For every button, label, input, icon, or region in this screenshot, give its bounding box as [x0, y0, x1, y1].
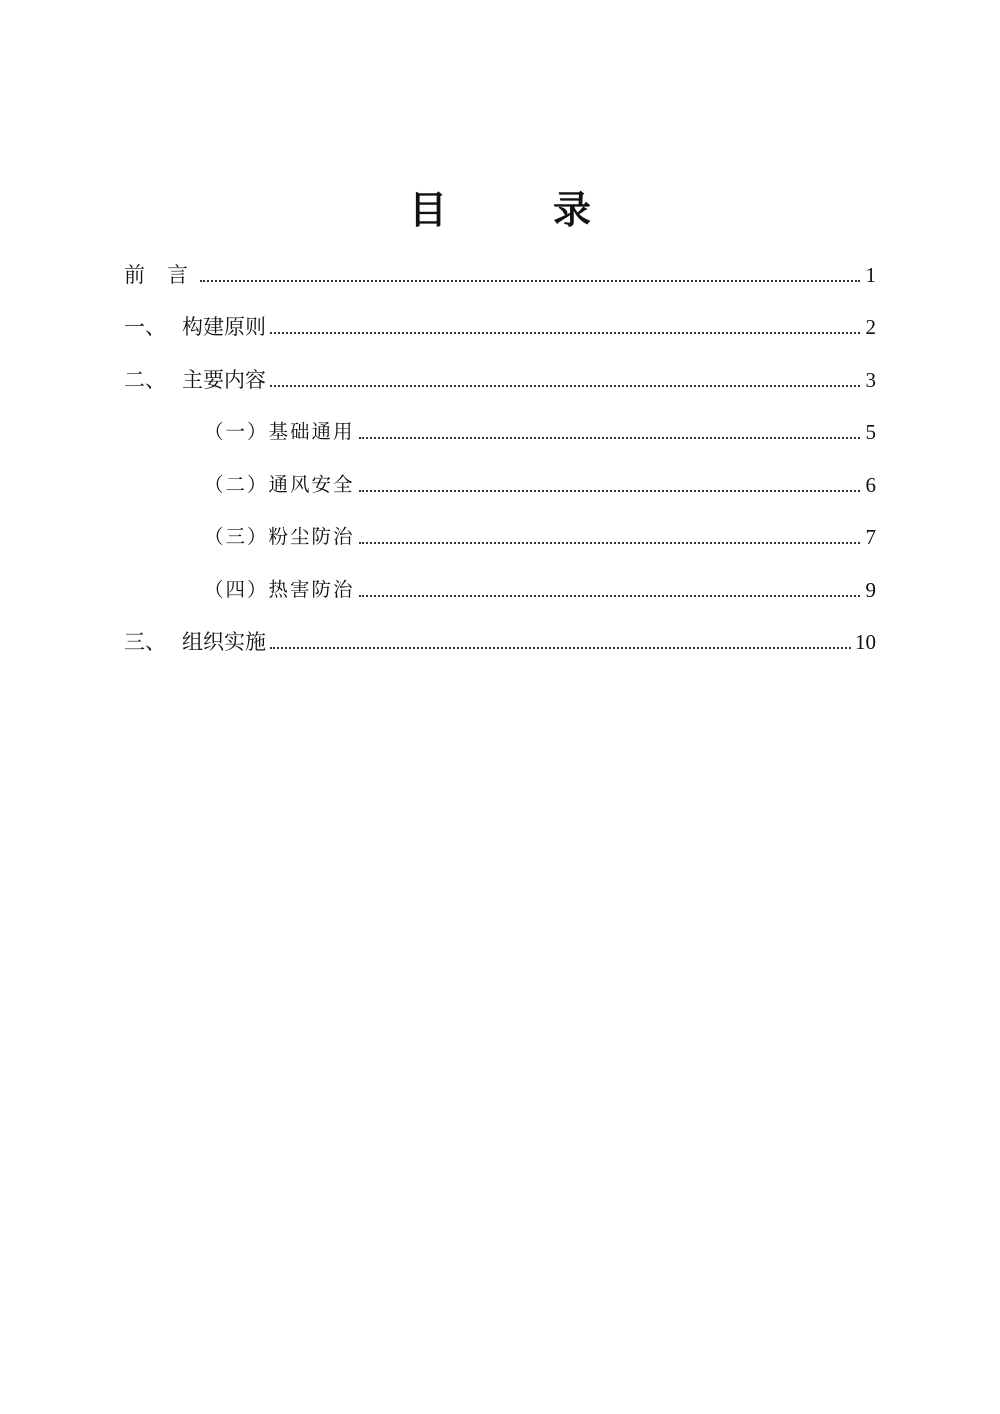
toc-entry-implementation[interactable]	[124, 604, 876, 657]
dot-leader	[359, 542, 860, 544]
dot-leader	[200, 280, 860, 282]
page-title: 目 录	[408, 188, 625, 232]
toc-entry-label: 前言	[124, 262, 210, 287]
toc-entry-number: 二、	[124, 367, 166, 392]
toc-entry-basic-general[interactable]	[124, 394, 876, 447]
toc-entry-number: （二）	[204, 472, 269, 496]
toc-entry-page-number: 3	[865, 367, 876, 392]
toc-entry-label: 热害防治	[268, 577, 355, 601]
toc-entry-page-number: 6	[865, 472, 876, 497]
toc-entry-number: （三）	[204, 525, 269, 548]
toc-entry-number: （一）	[204, 420, 269, 443]
toc-entry-label: 构建原则	[182, 315, 266, 339]
toc-entry-page-number: 5	[865, 420, 876, 444]
toc-entry-number: 三、	[124, 630, 166, 654]
toc-entry-page-number: 9	[865, 577, 876, 602]
dot-leader	[270, 385, 860, 387]
dot-leader	[270, 332, 860, 334]
toc-entry-label: 组织实施	[182, 630, 266, 654]
toc-entry-label: 粉尘防治	[268, 525, 355, 548]
toc-entry-label: 通风安全	[268, 472, 355, 496]
toc-entry-main-content[interactable]	[124, 341, 876, 394]
dot-leader	[359, 490, 860, 492]
toc-entry-label: 基础通用	[268, 420, 355, 443]
toc-entry-preface[interactable]	[124, 236, 876, 289]
toc-entry-number: 一、	[124, 315, 166, 339]
table-of-contents	[124, 236, 876, 656]
dot-leader	[270, 647, 851, 649]
toc-entry-heat-control[interactable]	[124, 551, 876, 604]
toc-entry-label: 主要内容	[182, 367, 266, 392]
toc-entry-page-number: 1	[865, 262, 876, 287]
toc-entry-page-number: 7	[865, 525, 876, 549]
toc-entry-page-number: 2	[865, 315, 876, 339]
toc-entry-number: （四）	[204, 577, 269, 601]
dot-leader	[359, 595, 860, 597]
dot-leader	[359, 437, 860, 439]
toc-entry-page-number: 10	[855, 630, 876, 654]
toc-entry-ventilation-safety[interactable]	[124, 446, 876, 499]
toc-entry-dust-control[interactable]	[124, 499, 876, 552]
toc-entry-principles[interactable]	[124, 289, 876, 342]
